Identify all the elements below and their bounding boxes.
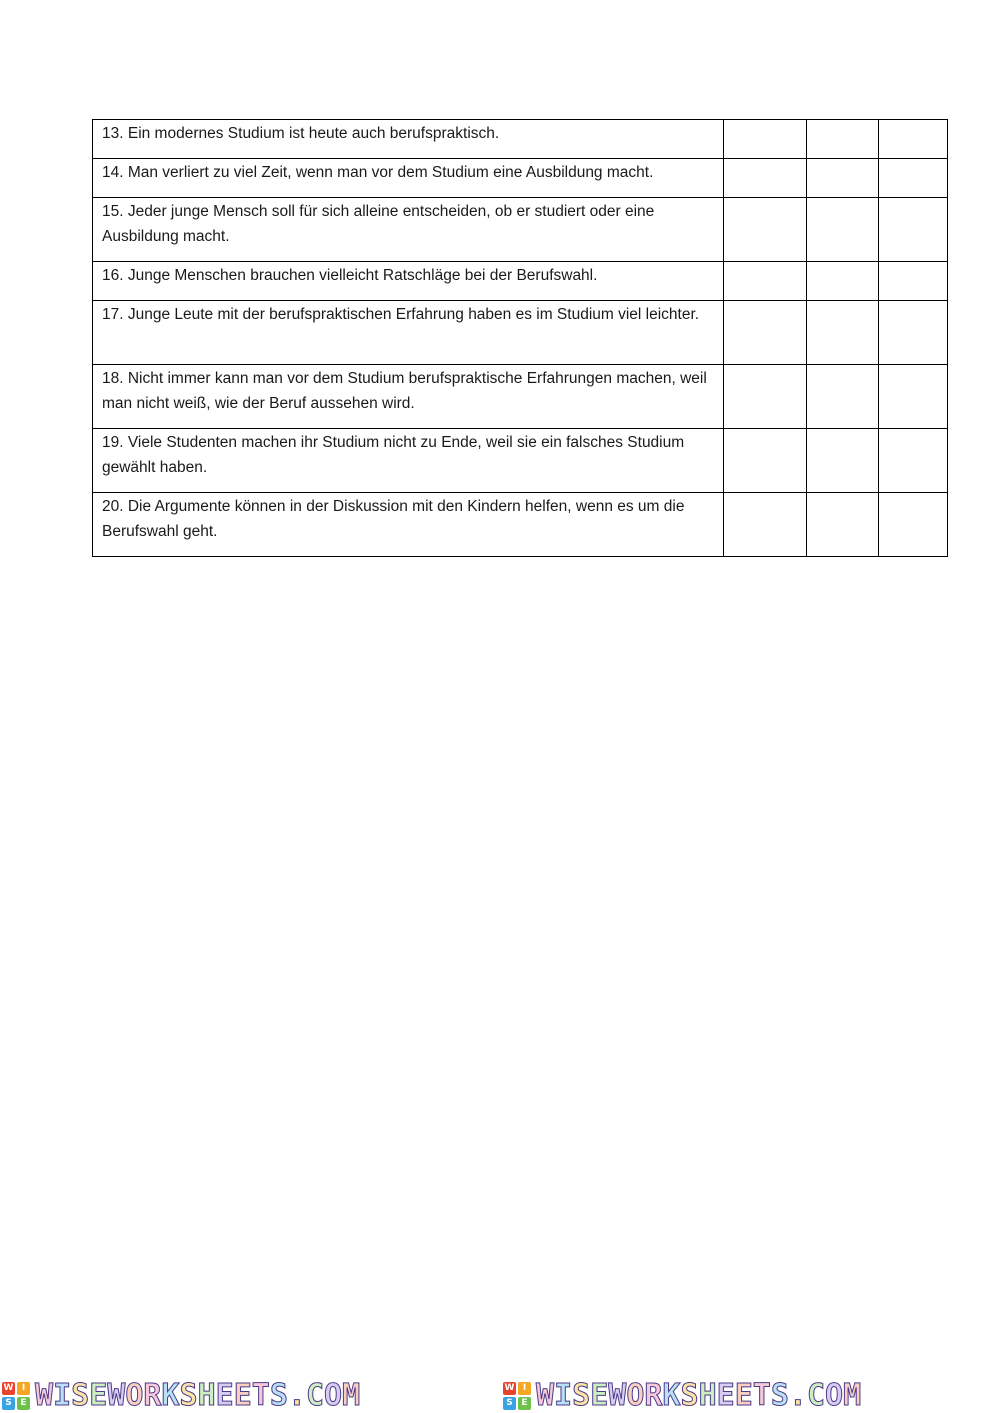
answer-box-a[interactable] xyxy=(724,262,807,301)
answer-box-c[interactable] xyxy=(879,159,948,198)
logo-cube-cell: S xyxy=(2,1397,15,1410)
answer-box-b[interactable] xyxy=(807,429,879,493)
answer-box-c[interactable] xyxy=(879,365,948,429)
logo-cube-cell: I xyxy=(17,1382,30,1395)
wiseworksheets-logo xyxy=(2,1378,360,1413)
answer-box-b[interactable] xyxy=(807,365,879,429)
statement-cell xyxy=(93,120,724,159)
logo-cube-cell: W xyxy=(3,1382,14,1393)
statement-text: 18. Nicht immer kann man vor dem Studium berufspraktische Erfahrungen machen, weil man nicht weiß, wie der Beruf aussehen wird. xyxy=(102,370,707,412)
table-row xyxy=(93,365,948,429)
statement-text: 17. Junge Leute mit der berufspraktischen Erfahrung haben es im Studium viel leichter. xyxy=(102,306,700,323)
statement-text: 16. Junge Menschen brauchen vielleicht Ratschläge bei der Berufswahl. xyxy=(102,267,598,284)
watermark-footer xyxy=(0,1378,1000,1413)
statement-cell xyxy=(93,262,724,301)
brand-text: W I S E W O R K S H E E T S . C O M xyxy=(35,1378,361,1413)
statements-table xyxy=(92,119,948,557)
answer-box-c[interactable] xyxy=(879,198,948,262)
logo-cube-icon xyxy=(503,1382,531,1410)
logo-cube-icon xyxy=(2,1382,30,1410)
logo-cube-cell: E xyxy=(17,1397,30,1410)
answer-box-b[interactable] xyxy=(807,198,879,262)
statement-text: 20. Die Argumente können in der Diskussion mit den Kindern helfen, wenn es um die Berufswahl geht. xyxy=(102,498,685,540)
answer-box-a[interactable] xyxy=(724,198,807,262)
statement-text: 13. Ein modernes Studium ist heute auch berufspraktisch. xyxy=(102,125,500,142)
table-row xyxy=(93,198,948,262)
answer-box-a[interactable] xyxy=(724,365,807,429)
answer-box-c[interactable] xyxy=(879,262,948,301)
table-row xyxy=(93,120,948,159)
answer-box-c[interactable] xyxy=(879,120,948,159)
logo-cube-cell: E xyxy=(518,1397,531,1410)
answer-box-c[interactable] xyxy=(879,301,948,365)
statement-cell xyxy=(93,159,724,198)
answer-box-c[interactable] xyxy=(879,493,948,557)
logo-cube-cell: I xyxy=(518,1382,531,1395)
answer-box-b[interactable] xyxy=(807,120,879,159)
answer-box-a[interactable] xyxy=(724,159,807,198)
table-row xyxy=(93,262,948,301)
statement-cell xyxy=(93,198,724,262)
wiseworksheets-logo xyxy=(503,1378,861,1413)
statement-cell xyxy=(93,429,724,493)
statement-cell xyxy=(93,301,724,365)
table-row xyxy=(93,429,948,493)
answer-box-a[interactable] xyxy=(724,429,807,493)
table-row xyxy=(93,159,948,198)
brand-text: W I S E W O R K S H E E T S . C O M xyxy=(536,1378,862,1413)
statement-text: 15. Jeder junge Mensch soll für sich alleine entscheiden, ob er studiert oder eine Ausbildung macht. xyxy=(102,203,655,245)
answer-box-b[interactable] xyxy=(807,301,879,365)
answer-box-c[interactable] xyxy=(879,429,948,493)
answer-box-a[interactable] xyxy=(724,493,807,557)
statement-cell xyxy=(93,493,724,557)
logo-cube-cell: S xyxy=(503,1397,516,1410)
statement-cell xyxy=(93,365,724,429)
logo-cube-cell: W xyxy=(504,1382,515,1393)
table-row xyxy=(93,301,948,365)
answer-box-a[interactable] xyxy=(724,301,807,365)
answer-box-b[interactable] xyxy=(807,262,879,301)
answer-box-b[interactable] xyxy=(807,493,879,557)
statement-text: 19. Viele Studenten machen ihr Studium nicht zu Ende, weil sie ein falsches Studium gewählt haben. xyxy=(102,434,685,476)
table-row xyxy=(93,493,948,557)
statement-text: 14. Man verliert zu viel Zeit, wenn man vor dem Studium eine Ausbildung macht. xyxy=(102,164,654,181)
answer-box-b[interactable] xyxy=(807,159,879,198)
answer-box-a[interactable] xyxy=(724,120,807,159)
